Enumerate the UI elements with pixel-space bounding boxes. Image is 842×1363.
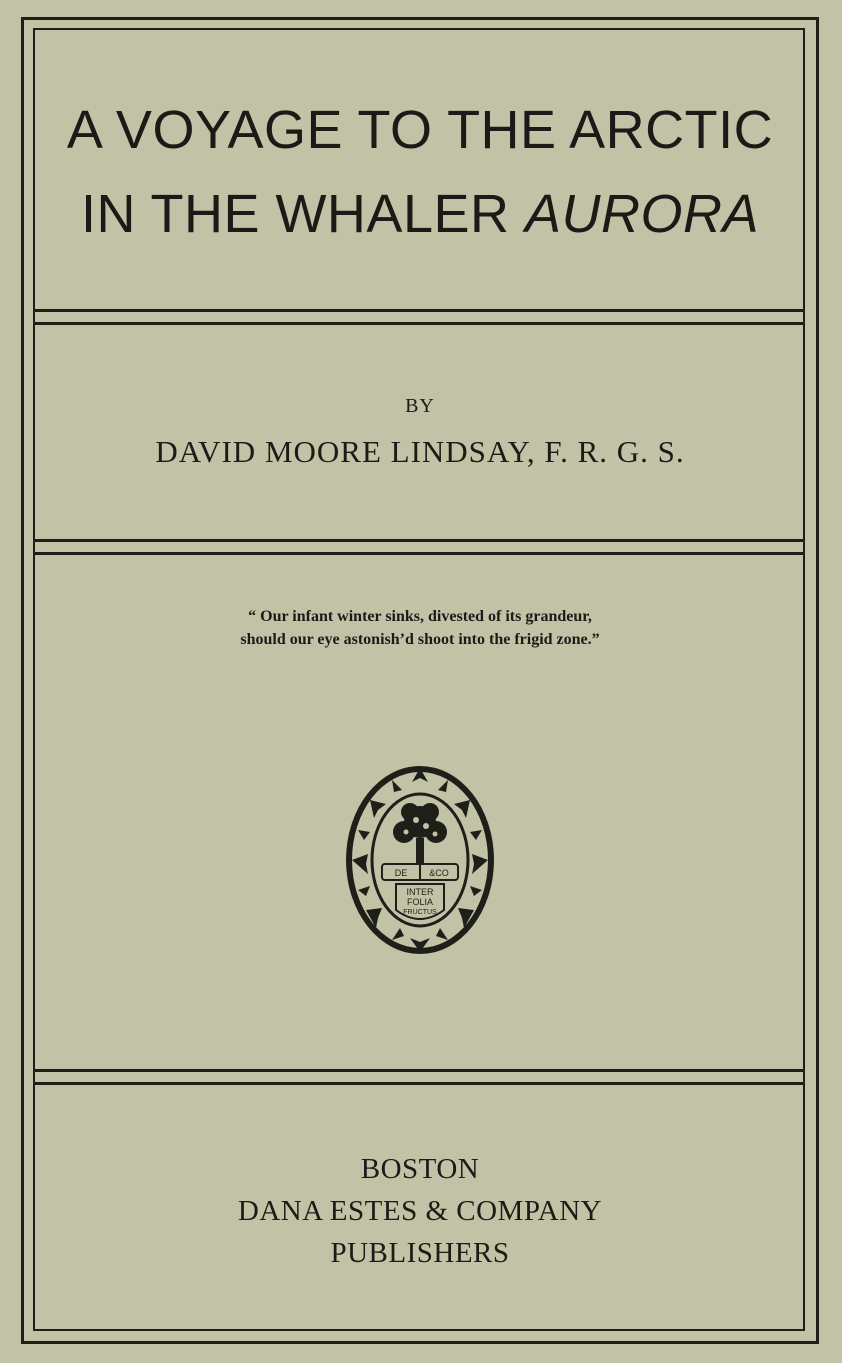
title-rule-bottom — [33, 322, 805, 325]
author-rule-top — [33, 539, 805, 542]
title-line-1: A VOYAGE TO THE ARCTIC — [66, 100, 774, 160]
imprint — [40, 1148, 800, 1274]
title-rule-top — [33, 309, 805, 312]
epigraph-line-1: “ Our infant winter sinks, divested of its grandeur, — [248, 608, 592, 625]
emblem-banner-right: &CO — [429, 868, 449, 878]
imprint-publisher: DANA ESTES & COMPANY — [237, 1195, 603, 1227]
emblem-rule-top — [33, 1069, 805, 1072]
epigraph — [40, 605, 800, 651]
imprint-role: PUBLISHERS — [330, 1237, 510, 1269]
book-title — [40, 88, 800, 256]
emblem-motto-3: FRUCTUS — [403, 909, 437, 916]
author-rule-bottom — [33, 552, 805, 555]
author-name: DAVID MOORE LINDSAY, F. R. G. S. — [155, 434, 685, 469]
publisher-device-icon — [340, 760, 500, 960]
ship-name: AURORA — [525, 184, 760, 244]
imprint-city: BOSTON — [360, 1153, 480, 1185]
title-line-2 — [40, 172, 800, 256]
emblem-rule-bottom — [33, 1082, 805, 1085]
emblem-banner-left: DE — [394, 868, 408, 878]
emblem-motto-1: INTER — [406, 887, 434, 897]
by-label: BY — [405, 395, 435, 417]
title-line-2-plain: IN THE WHALER — [80, 184, 510, 244]
epigraph-line-2: should our eye astonish’d shoot into the frigid zone.” — [240, 631, 600, 648]
emblem-motto-2: FOLIA — [406, 897, 434, 907]
